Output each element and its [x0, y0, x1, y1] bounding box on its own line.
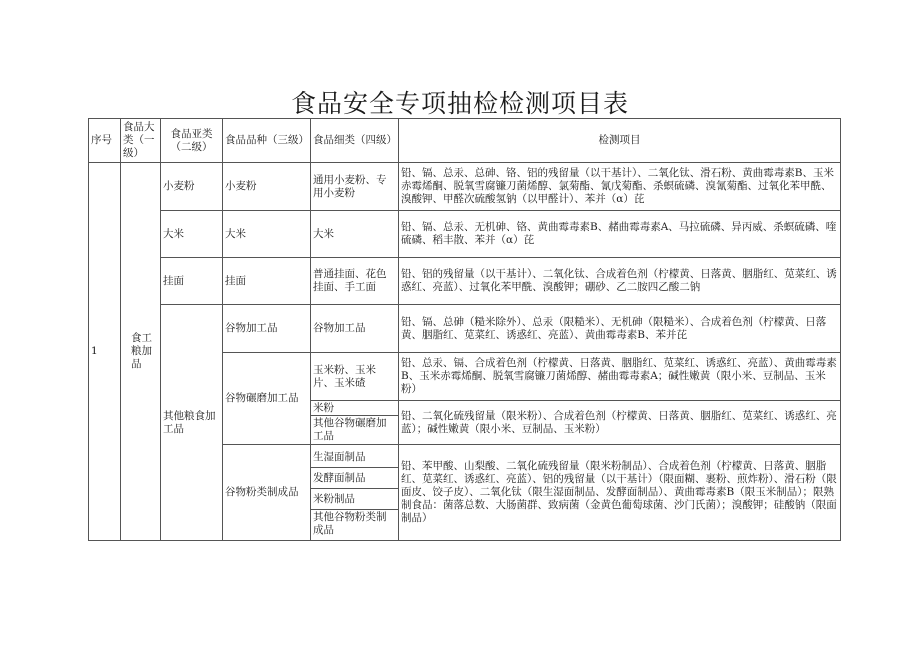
cat4-cell: 普通挂面、花色挂面、手工面: [311, 258, 399, 305]
cat4-cell: 米粉制品: [311, 489, 398, 510]
items-cell: 铅、苯甲酸、山梨酸、二氧化硫残留量（限米粉制品）、合成着色剂（柠檬黄、日落黄、胭脂红、苋菜红、诱惑红、亮蓝）、铝的残留量（以干基计）（限面糊、裹粉、煎炸粉）、滑石粉（限面皮、饺子皮）、二氧化钛（限生湿面制品、发酵面制品）、黄曲霉毒素B（限玉米制品）；限熟制食品：菌落总数、大肠菌群、致病菌（金黄色葡萄球菌、沙门氏菌）；溴酸钾；硅酸钠（限面制品）: [399, 445, 841, 541]
table-row: [89, 211, 841, 258]
cat4-cell: 通用小麦粉、专用小麦粉: [311, 163, 399, 211]
cat4-cell: 谷物加工品: [311, 305, 399, 353]
cat2-cell: 挂面: [161, 258, 223, 305]
header-items: 检测项目: [399, 119, 841, 163]
header-cat4: 食品细类（四级）: [311, 119, 399, 163]
page-title: 食品安全专项抽检检测项目表: [290, 89, 629, 118]
cat3-cell: 大米: [223, 211, 311, 258]
cat4-split-cell: [311, 445, 399, 541]
cat4-cell: 玉米粉、玉米片、玉米碴: [311, 353, 399, 401]
cat3-cell: 谷物加工品: [223, 305, 311, 353]
cat2-cell: 大米: [161, 211, 223, 258]
header-cat1: 食品大类（一级）: [121, 119, 161, 163]
header-cat2: 食品亚类（二级）: [161, 119, 223, 163]
cat2-cell: 其他粮食加工品: [161, 305, 223, 541]
cat4-cell: 大米: [311, 211, 399, 258]
header-row: [89, 119, 841, 163]
items-cell: 铅、总汞、镉、合成着色剂（柠檬黄、日落黄、胭脂红、苋菜红、诱惑红、亮蓝）、黄曲霉毒素B、玉米赤霉烯酮、脱氧雪腐镰刀菌烯醇、赭曲霉毒素A；碱性嫩黄（限小米、豆制品、玉米粉）: [399, 353, 841, 401]
cat3-cell: 挂面: [223, 258, 311, 305]
items-cell: 铅、镉、总汞、无机砷、铬、黄曲霉毒素B、赭曲霉毒素A、马拉硫磷、异丙威、杀螟硫磷、喹硫磷、稻丰散、苯并（α）芘: [399, 211, 841, 258]
cat2-cell: 小麦粉: [161, 163, 223, 211]
cat4-split-cell: [311, 401, 399, 445]
items-cell: 铅、镉、总砷（糙米除外）、总汞（限糙米）、无机砷（限糙米）、合成着色剂（柠檬黄、日落黄、胭脂红、苋菜红、诱惑红、亮蓝）、黄曲霉毒素B、苯并芘: [399, 305, 841, 353]
header-cat3: 食品品种（三级）: [223, 119, 311, 163]
header-seq: 序号: [89, 119, 121, 163]
inspection-table: [88, 118, 841, 541]
items-cell: 铅、二氧化硫残留量（限米粉）、合成着色剂（柠檬黄、日落黄、胭脂红、苋菜红、诱惑红、亮蓝）；碱性嫩黄（限小米、豆制品、玉米粉）: [399, 401, 841, 445]
cat3-cell: 谷物粉类制成品: [223, 445, 311, 541]
table-row: [89, 163, 841, 211]
cat4-cell: 米粉: [311, 401, 398, 416]
cat3-cell: 小麦粉: [223, 163, 311, 211]
cat3-cell: 谷物碾磨加工品: [223, 353, 311, 445]
items-cell: 铅、铝的残留量（以干基计）、二氧化钛、合成着色剂（柠檬黄、日落黄、胭脂红、苋菜红、诱惑红、亮蓝）、过氧化苯甲酰、溴酸钾；硼砂、乙二胺四乙酸二钠: [399, 258, 841, 305]
cat4-cell: 其他谷物碾磨加工品: [313, 417, 387, 442]
cat1-cell: 食工粮加品: [121, 163, 161, 541]
seq-cell: 1: [89, 163, 121, 541]
cat4-cell: 发酵面制品: [311, 468, 398, 489]
cat4-cell: 其他谷物粉类制成品: [313, 511, 387, 536]
table-row: [89, 258, 841, 305]
table-row: [89, 305, 841, 353]
items-cell: 铅、镉、总汞、总砷、铬、铝的残留量（以干基计）、二氧化钛、滑石粉、黄曲霉毒素B、玉米赤霉烯酮、脱氧雪腐镰刀菌烯醇、氯菊酯、氰戊菊酯、杀螟硫磷、溴氰菊酯、过氧化苯甲酰、溴酸钾、甲醛次硫酸氢钠（以甲醛计）、苯并（α）芘: [399, 163, 841, 211]
cat4-cell: 生湿面制品: [311, 447, 398, 468]
